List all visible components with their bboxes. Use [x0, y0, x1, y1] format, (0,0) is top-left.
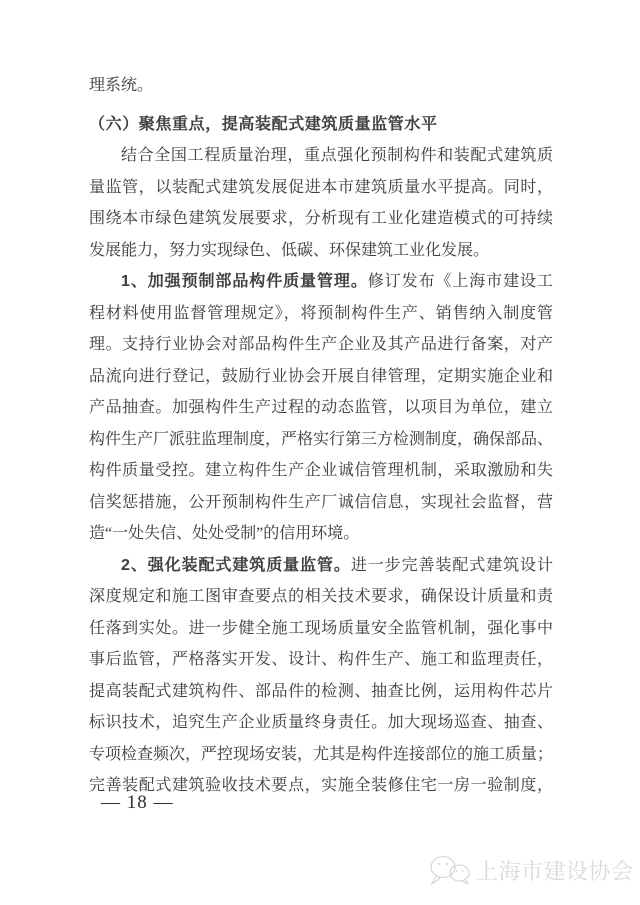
text-segment: 标识技术，追究生产企业质量终身责任。加大现场巡查、抽查、 — [89, 714, 553, 731]
text-segment: 理系统。 — [89, 77, 154, 94]
text-segment: 深度规定和施工图审查要点的相关技术要求，确保设计质量和责 — [89, 588, 553, 605]
text-line — [89, 392, 553, 424]
text-line — [89, 581, 553, 613]
document-body — [89, 70, 553, 802]
text-line — [89, 707, 553, 739]
bold-text-segment: 2、强化装配式建筑质量监管。 — [121, 556, 351, 574]
text-segment: 围绕本市绿色建筑发展要求，分析现有工业化建造模式的可持续 — [89, 210, 553, 227]
text-line — [89, 550, 553, 582]
watermark — [427, 853, 634, 887]
text-line — [89, 613, 553, 645]
text-line — [89, 424, 553, 456]
text-segment: 造“一处失信、处处受制”的信用环境。 — [89, 525, 360, 542]
text-line — [89, 298, 553, 330]
text-segment: 结合全国工程质量治理，重点强化预制构件和装配式建筑质 — [121, 147, 553, 164]
bold-text-segment: 1、加强预制部品构件质量管理。 — [121, 273, 368, 290]
text-line — [89, 739, 553, 771]
text-segment: 量监管，以装配式建筑发展促进本市建筑质量水平提高。同时， — [89, 178, 553, 196]
text-segment: 专项检查频次，严控现场安装，尤其是构件连接部位的施工质量； — [89, 745, 554, 763]
text-line — [89, 70, 553, 102]
text-segment: 产品抽查。加强构件生产过程的动态监管，以项目为单位，建立 — [89, 399, 553, 416]
text-line — [89, 676, 553, 708]
text-line — [89, 172, 553, 204]
text-segment: 事后监管，严格落实开发、设计、构件生产、施工和监理责任， — [89, 651, 553, 668]
watermark-label: 上海市建设协会 — [476, 858, 634, 884]
bold-text-segment: （六）聚焦重点，提高装配式建筑质量监管水平 — [89, 115, 438, 133]
text-line — [89, 487, 553, 519]
text-line — [89, 140, 553, 172]
text-segment: 修订发布《上海市建设工 — [367, 273, 553, 290]
text-segment: 信奖惩措施，公开预制构件生产厂诚信信息，实现社会监督，营 — [89, 493, 553, 511]
text-segment: 进一步完善装配式建筑设计 — [350, 556, 553, 574]
text-segment: 发展能力，努力实现绿色、低碳、环保建筑工业化发展。 — [89, 241, 490, 259]
text-segment: 构件生产厂派驻监理制度，严格实行第三方检测制度，确保部品、 — [89, 430, 554, 448]
text-segment: 程材料使用监督管理规定》，将预制构件生产、销售纳入制度管 — [89, 304, 553, 322]
page-number: — 18 — — [101, 792, 174, 813]
text-line — [89, 455, 553, 487]
wechat-icon — [427, 853, 471, 887]
text-segment: 品流向进行登记，鼓励行业协会开展自律管理，定期实施企业和 — [89, 367, 553, 385]
section-heading — [89, 109, 553, 141]
text-line — [89, 203, 553, 235]
text-line — [89, 644, 553, 676]
text-segment: 构件质量受控。建立构件生产企业诚信管理机制，采取激励和失 — [89, 462, 553, 479]
text-line — [89, 266, 553, 298]
text-line — [89, 235, 553, 267]
text-segment: 完善装配式建筑验收技术要点，实施全装修住宅一房一验制度， — [89, 777, 553, 794]
text-segment: 理。支持行业协会对部品构件生产企业及其产品进行备案，对产 — [89, 336, 553, 353]
text-line — [89, 329, 553, 361]
text-segment: 提高装配式建筑构件、部品件的检测、抽查比例，运用构件芯片 — [89, 682, 553, 700]
text-line — [89, 361, 553, 393]
text-line — [89, 518, 553, 550]
text-segment: 任落到实处。进一步健全施工现场质量安全监管机制，强化事中 — [89, 619, 553, 637]
